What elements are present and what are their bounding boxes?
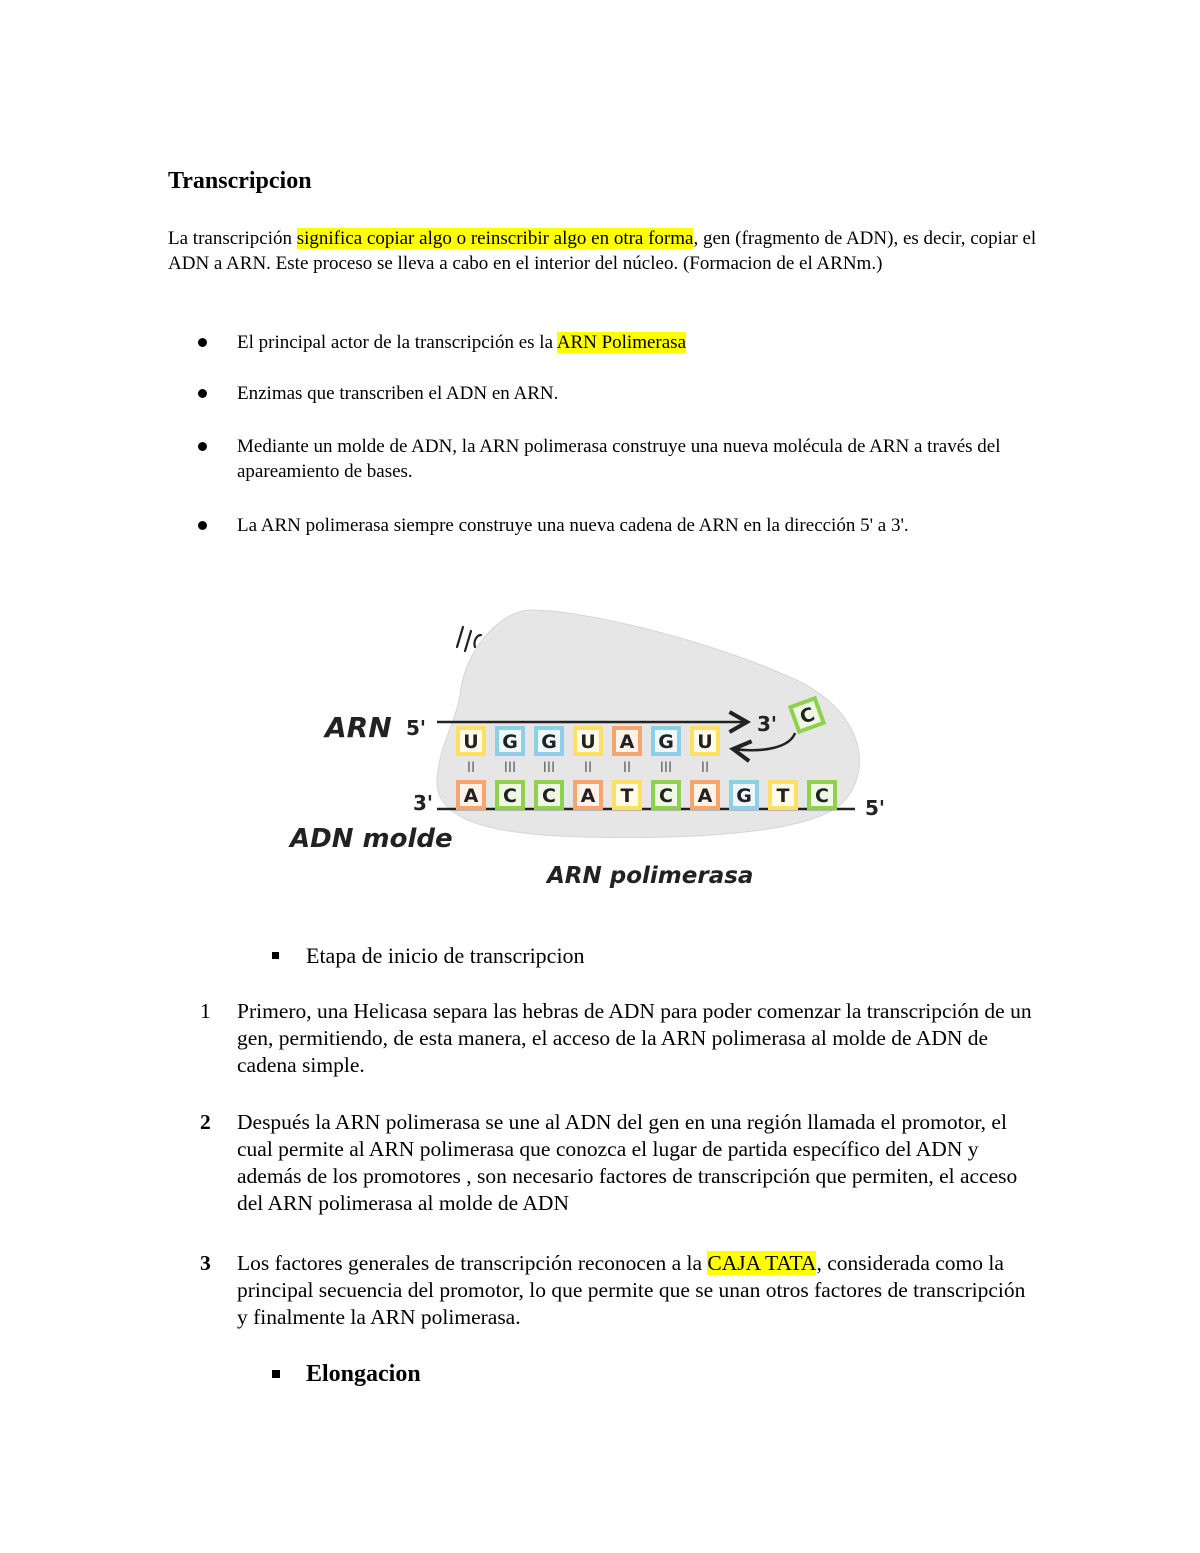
intro-highlight: significa copiar algo o reinscribir algo en otra forma [296,228,694,249]
rna-label: ARN [325,711,392,744]
base-letter: C [542,785,556,807]
base-letter: G [736,785,752,807]
dna-base [456,780,486,810]
dna-base [495,780,525,810]
elongation-heading-text: Elongacion [306,1361,421,1387]
rna-bases [456,726,720,756]
rna-base [573,726,603,756]
base-letter: A [619,731,635,753]
rna-base [456,726,486,756]
bullet-dot-icon [198,442,207,451]
dna-base [651,780,681,810]
rna-base [690,726,720,756]
bullet-text-before: El principal actor de la transcripción es la [237,332,557,353]
bullet-text: Enzimas que transcriben el ADN en ARN. [237,383,559,404]
step-text: Primero, una Helicasa separa las hebras de ADN para poder comenzar la transcripción de un gen, permitiendo, de esta manera, el acceso de la ARN polimerasa al molde de ADN de cadena simple. [237,999,1032,1077]
intro-text-after: , gen (fragmento de ADN), es decir, copiar el ADN a ARN. Este proceso se lleva a cabo en el interior del núcleo. (Formacion de el ARNm.) [168,228,1037,274]
base-pair-bond: III [503,760,517,776]
base-pair-bond: III [542,760,556,776]
dna-template-label: ADN molde [290,824,453,854]
page-title: Transcripcion [168,168,312,194]
bullet-text: La ARN polimerasa siempre construye una nueva cadena de ARN en la dirección 5' a 3'. [237,515,909,536]
base-letter: U [697,731,713,753]
base-letter: C [503,785,517,807]
base-pair-bond: II [622,760,632,776]
base-letter: U [463,731,479,753]
intro-paragraph [168,226,1038,276]
square-bullet-icon [272,1370,280,1378]
base-letter: T [776,785,790,807]
rna-3prime-label: 3' [757,712,778,736]
dna-base [768,780,798,810]
dna-base [729,780,759,810]
base-letter: G [502,731,518,753]
bullet-dot-icon [198,521,207,530]
step-text-before: Los factores generales de transcripción reconocen a la [237,1251,708,1275]
base-letter: U [580,731,596,753]
dna-base [807,780,837,810]
base-pair-bond: II [466,760,476,776]
bullet-text [237,330,1027,355]
dna-3prime-label: 3' [413,791,434,815]
rna-5prime-label: 5' [406,716,427,740]
rna-base [612,726,642,756]
step-highlight: CAJA TATA [707,1251,817,1275]
intro-text-before: La transcripción [168,228,297,249]
transcription-diagram [285,605,905,895]
step-number: 3 [200,1251,211,1275]
stage-heading-text: Etapa de inicio de transcripcion [306,943,585,968]
rna-base [534,726,564,756]
step-text-after: , considerada como la principal secuencia del promotor, lo que permite que se unan otros factores de transcripción y finalmente la ARN polimerasa. [237,1251,1026,1329]
base-letter: T [620,785,634,807]
bullet-dot-icon [198,338,207,347]
dna-5prime-label: 5' [865,796,886,820]
dna-base [690,780,720,810]
base-letter: A [463,785,479,807]
rna-base [495,726,525,756]
base-letter: G [541,731,557,753]
dna-base [612,780,642,810]
base-letter: A [580,785,596,807]
step-number: 1 [200,999,211,1023]
step-number: 2 [200,1110,211,1134]
rna-base [651,726,681,756]
base-letter: C [659,785,673,807]
base-pair-bond: II [583,760,593,776]
step-text [237,1250,1037,1331]
base-pair-bond: III [659,760,673,776]
bullet-dot-icon [198,389,207,398]
square-bullet-icon [272,952,279,959]
step-text: Después la ARN polimerasa se une al ADN del gen en una región llamada el promotor, el cual permite al ARN polimerasa que conozca el lugar de partida específico del ADN y además de los promotores , son necesario factores de transcripción que permiten, el acceso del ARN polimerasa al molde de ADN [237,1110,1018,1215]
bullet-highlight: ARN Polimerasa [556,332,687,353]
dna-base [534,780,564,810]
base-letter: C [815,785,829,807]
base-letter: G [658,731,674,753]
dna-base [573,780,603,810]
base-letter: A [697,785,713,807]
base-pair-bond: II [700,760,710,776]
polymerase-label: ARN polimerasa [547,863,754,889]
bullet-text: Mediante un molde de ADN, la ARN polimerasa construye una nueva molécula de ARN a través del apareamiento de bases. [237,436,1001,482]
base-letter: C [797,703,818,729]
